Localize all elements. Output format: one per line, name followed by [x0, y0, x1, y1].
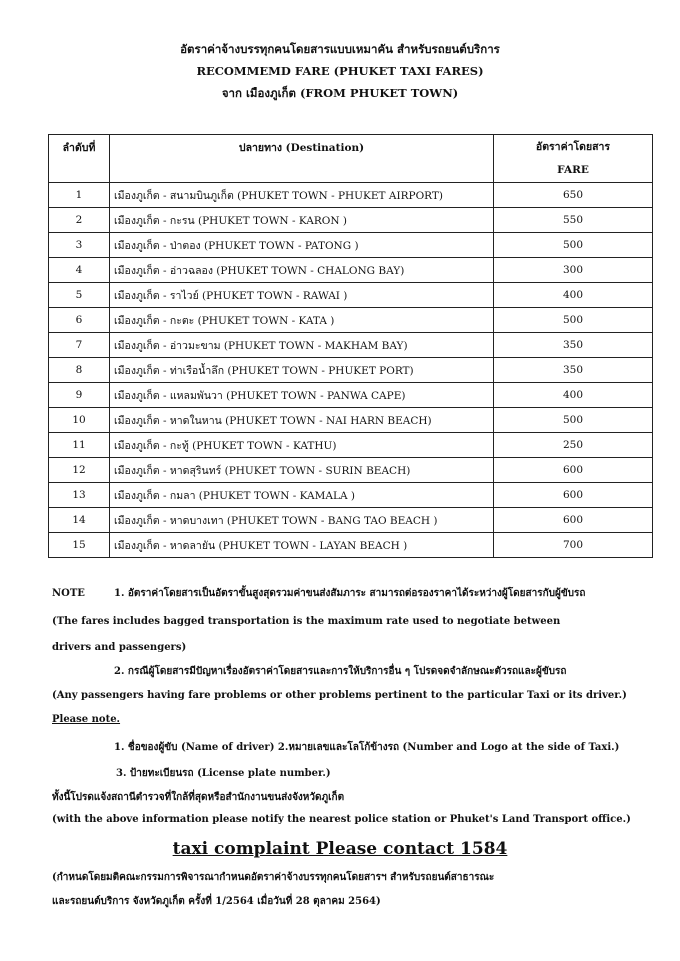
row-number: 10	[49, 408, 110, 433]
please-note: Please note.	[52, 714, 121, 725]
complaint-contact: taxi complaint Please contact 1584	[172, 839, 508, 859]
row-number: 11	[49, 433, 110, 458]
row-destination: เมืองภูเก็ต - สนามบินภูเก็ต (PHUKET TOWN - PHUKET AIRPORT)	[110, 183, 494, 208]
row-number: 1	[49, 183, 110, 208]
row-number: 2	[49, 208, 110, 233]
table-row	[49, 183, 653, 208]
row-fare: 250	[494, 433, 653, 458]
table-row	[49, 433, 653, 458]
row-fare: 350	[494, 333, 653, 358]
row-number: 5	[49, 283, 110, 308]
row-number: 6	[49, 308, 110, 333]
table-row	[49, 258, 653, 283]
row-number: 9	[49, 383, 110, 408]
col-fare-thai-header: อัตราค่าโดยสาร	[494, 135, 653, 159]
row-number: 3	[49, 233, 110, 258]
note-label: NOTE	[52, 588, 85, 599]
footer-line-1: (กำหนดโดยมติคณะกรรมการพิจารณากำหนดอัตราค่าจ้างบรรทุกคนโดยสารฯ สำหรับรถยนต์สาธารณะ	[52, 872, 495, 883]
document-header	[0, 38, 680, 104]
note-2-thai: 2. กรณีผู้โดยสารมีปัญหาเรื่องอัตราค่าโดยสารและการให้บริการอื่น ๆ โปรดจดจำลักษณะตัวรถและผู้ขับรถ	[114, 666, 567, 677]
item-driver-name: 1. ชื่อของผู้ขับ (Name of driver)	[114, 742, 275, 753]
row-destination: เมืองภูเก็ต - อ่าวฉลอง (PHUKET TOWN - CHALONG BAY)	[110, 258, 494, 283]
fare-table	[48, 134, 653, 558]
table-row	[49, 308, 653, 333]
row-destination: เมืองภูเก็ต - หาดลายัน (PHUKET TOWN - LAYAN BEACH )	[110, 533, 494, 558]
item-number-logo: 2.หมายเลขและโลโก้ข้างรถ (Number and Logo at the side of Taxi.)	[277, 742, 620, 753]
table-row	[49, 383, 653, 408]
note-items-row-1	[114, 740, 619, 755]
footer-line-2: และรถยนต์บริการ จังหวัดภูเก็ต ครั้งที่ 1/2564 เมื่อวันที่ 28 ตุลาคม 2564)	[52, 896, 381, 907]
row-destination: เมืองภูเก็ต - กะทู้ (PHUKET TOWN - KATHU)	[110, 433, 494, 458]
table-row	[49, 508, 653, 533]
table-row	[49, 533, 653, 558]
row-destination: เมืองภูเก็ต - กะรน (PHUKET TOWN - KARON )	[110, 208, 494, 233]
row-fare: 700	[494, 533, 653, 558]
note-1-thai: 1. อัตราค่าโดยสารเป็นอัตราขั้นสูงสุดรวมค่าขนส่งสัมภาระ สามารถต่อรองราคาได้ระหว่างผู้โดยสารกับผู้ขับรถ	[114, 588, 586, 599]
row-fare: 500	[494, 308, 653, 333]
row-destination: เมืองภูเก็ต - อ่าวมะขาม (PHUKET TOWN - MAKHAM BAY)	[110, 333, 494, 358]
english-title: RECOMMEMD FARE (PHUKET TAXI FARES)	[196, 64, 484, 78]
row-destination: เมืองภูเก็ต - แหลมพันวา (PHUKET TOWN - PANWA CAPE)	[110, 383, 494, 408]
row-fare: 550	[494, 208, 653, 233]
row-fare: 400	[494, 283, 653, 308]
row-fare: 600	[494, 508, 653, 533]
row-destination: เมืองภูเก็ต - หาดในหาน (PHUKET TOWN - NAI HARN BEACH)	[110, 408, 494, 433]
origin-title: จาก เมืองภูเก็ต (FROM PHUKET TOWN)	[221, 86, 459, 100]
table-row	[49, 208, 653, 233]
row-fare: 600	[494, 483, 653, 508]
row-fare: 500	[494, 233, 653, 258]
table-row	[49, 283, 653, 308]
row-destination: เมืองภูเก็ต - ป่าตอง (PHUKET TOWN - PATONG )	[110, 233, 494, 258]
item-license-plate: 3. ป้ายทะเบียนรถ (License plate number.)	[116, 768, 331, 779]
row-number: 8	[49, 358, 110, 383]
row-destination: เมืองภูเก็ต - กมลา (PHUKET TOWN - KAMALA )	[110, 483, 494, 508]
row-fare: 600	[494, 458, 653, 483]
col-fare-en-header: FARE	[494, 159, 653, 183]
row-destination: เมืองภูเก็ต - กะตะ (PHUKET TOWN - KATA )	[110, 308, 494, 333]
row-fare: 650	[494, 183, 653, 208]
row-number: 12	[49, 458, 110, 483]
col-destination-header: ปลายทาง (Destination)	[110, 135, 494, 183]
row-fare: 350	[494, 358, 653, 383]
note-1-en-a: (The fares includes bagged transportation is the maximum rate used to negotiate between	[52, 616, 561, 627]
row-destination: เมืองภูเก็ต - หาดสุรินทร์ (PHUKET TOWN - SURIN BEACH)	[110, 458, 494, 483]
table-row	[49, 233, 653, 258]
note-1	[52, 586, 585, 601]
note-1-en-b: drivers and passengers)	[52, 642, 187, 653]
table-row	[49, 358, 653, 383]
thai-title: อัตราค่าจ้างบรรทุกคนโดยสารแบบเหมาคัน สำหรับรถยนต์บริการ	[180, 42, 500, 56]
row-fare: 300	[494, 258, 653, 283]
row-destination: เมืองภูเก็ต - ราไวย์ (PHUKET TOWN - RAWAI )	[110, 283, 494, 308]
row-fare: 400	[494, 383, 653, 408]
row-destination: เมืองภูเก็ต - ท่าเรือน้ำลึก (PHUKET TOWN - PHUKET PORT)	[110, 358, 494, 383]
fare-table-body	[49, 183, 653, 558]
row-number: 14	[49, 508, 110, 533]
table-row	[49, 483, 653, 508]
notify-thai: ทั้งนี้โปรดแจ้งสถานีตำรวจที่ใกล้ที่สุดหรือสำนักงานขนส่งจังหวัดภูเก็ต	[52, 792, 345, 803]
row-number: 13	[49, 483, 110, 508]
row-number: 15	[49, 533, 110, 558]
table-row	[49, 408, 653, 433]
row-number: 4	[49, 258, 110, 283]
col-no-header: ลำดับที่	[49, 135, 110, 183]
table-row	[49, 458, 653, 483]
notify-en: (with the above information please notify the nearest police station or Phuket's Land Transport office.)	[52, 814, 631, 825]
note-2-en: (Any passengers having fare problems or other problems pertinent to the particular Taxi or its driver.)	[52, 690, 627, 701]
table-row	[49, 333, 653, 358]
row-destination: เมืองภูเก็ต - หาดบางเทา (PHUKET TOWN - BANG TAO BEACH )	[110, 508, 494, 533]
row-number: 7	[49, 333, 110, 358]
row-fare: 500	[494, 408, 653, 433]
